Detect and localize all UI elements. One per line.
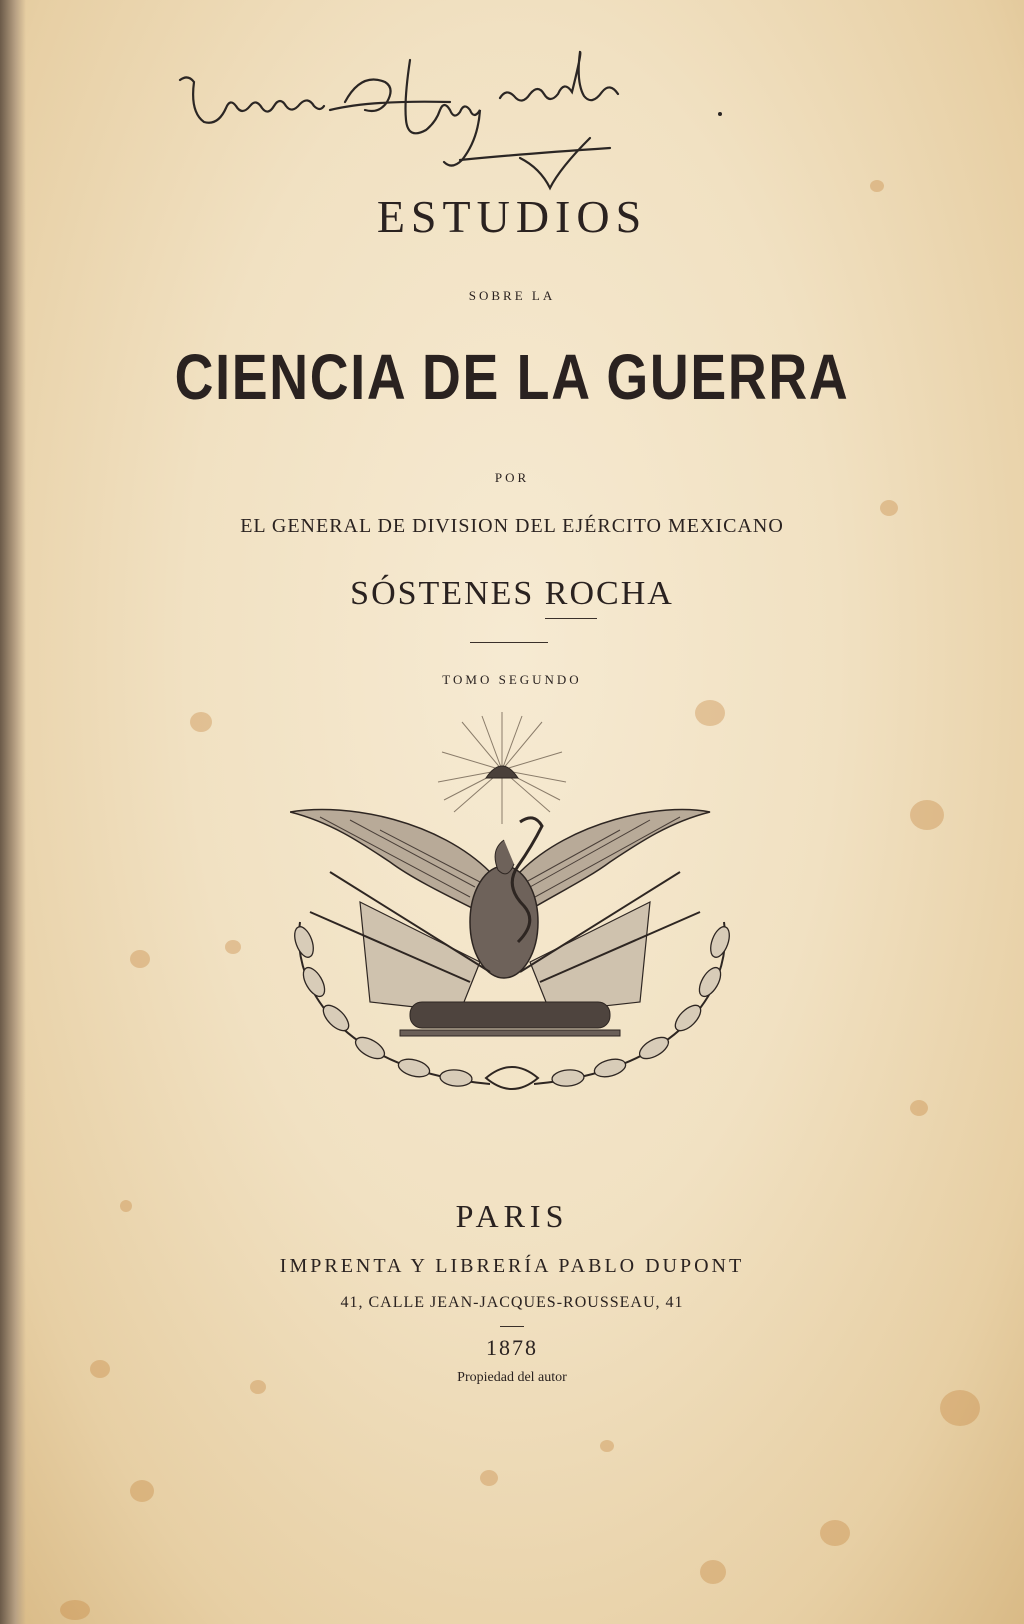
coat-of-arms-icon <box>290 712 734 1132</box>
imprint-address: 41, CALLE JEAN-JACQUES-ROUSSEAU, 41 <box>340 1294 684 1311</box>
publication-year: 1878 <box>486 1335 538 1360</box>
imprint-printer: IMPRENTA Y LIBRERÍA PABLO DUPONT <box>279 1255 745 1277</box>
divider-rule <box>470 642 548 643</box>
imprint-city: PARIS <box>455 1198 569 1234</box>
pen-underline <box>545 618 597 619</box>
short-divider <box>500 1326 524 1327</box>
main-title: CIENCIA DE LA GUERRA <box>174 341 850 413</box>
by-line: POR <box>494 470 530 485</box>
author-name: SÓSTENES ROCHA <box>350 575 674 612</box>
handwritten-signature <box>160 40 800 210</box>
rights-notice: Propiedad del autor <box>457 1370 567 1385</box>
author-rank: EL GENERAL DE DIVISION DEL EJÉRCITO MEXICANO <box>240 515 784 537</box>
title-line-1: ESTUDIOS <box>376 191 648 242</box>
volume-label: TOMO SEGUNDO <box>442 672 582 687</box>
title-line-2: SOBRE LA <box>468 288 556 303</box>
